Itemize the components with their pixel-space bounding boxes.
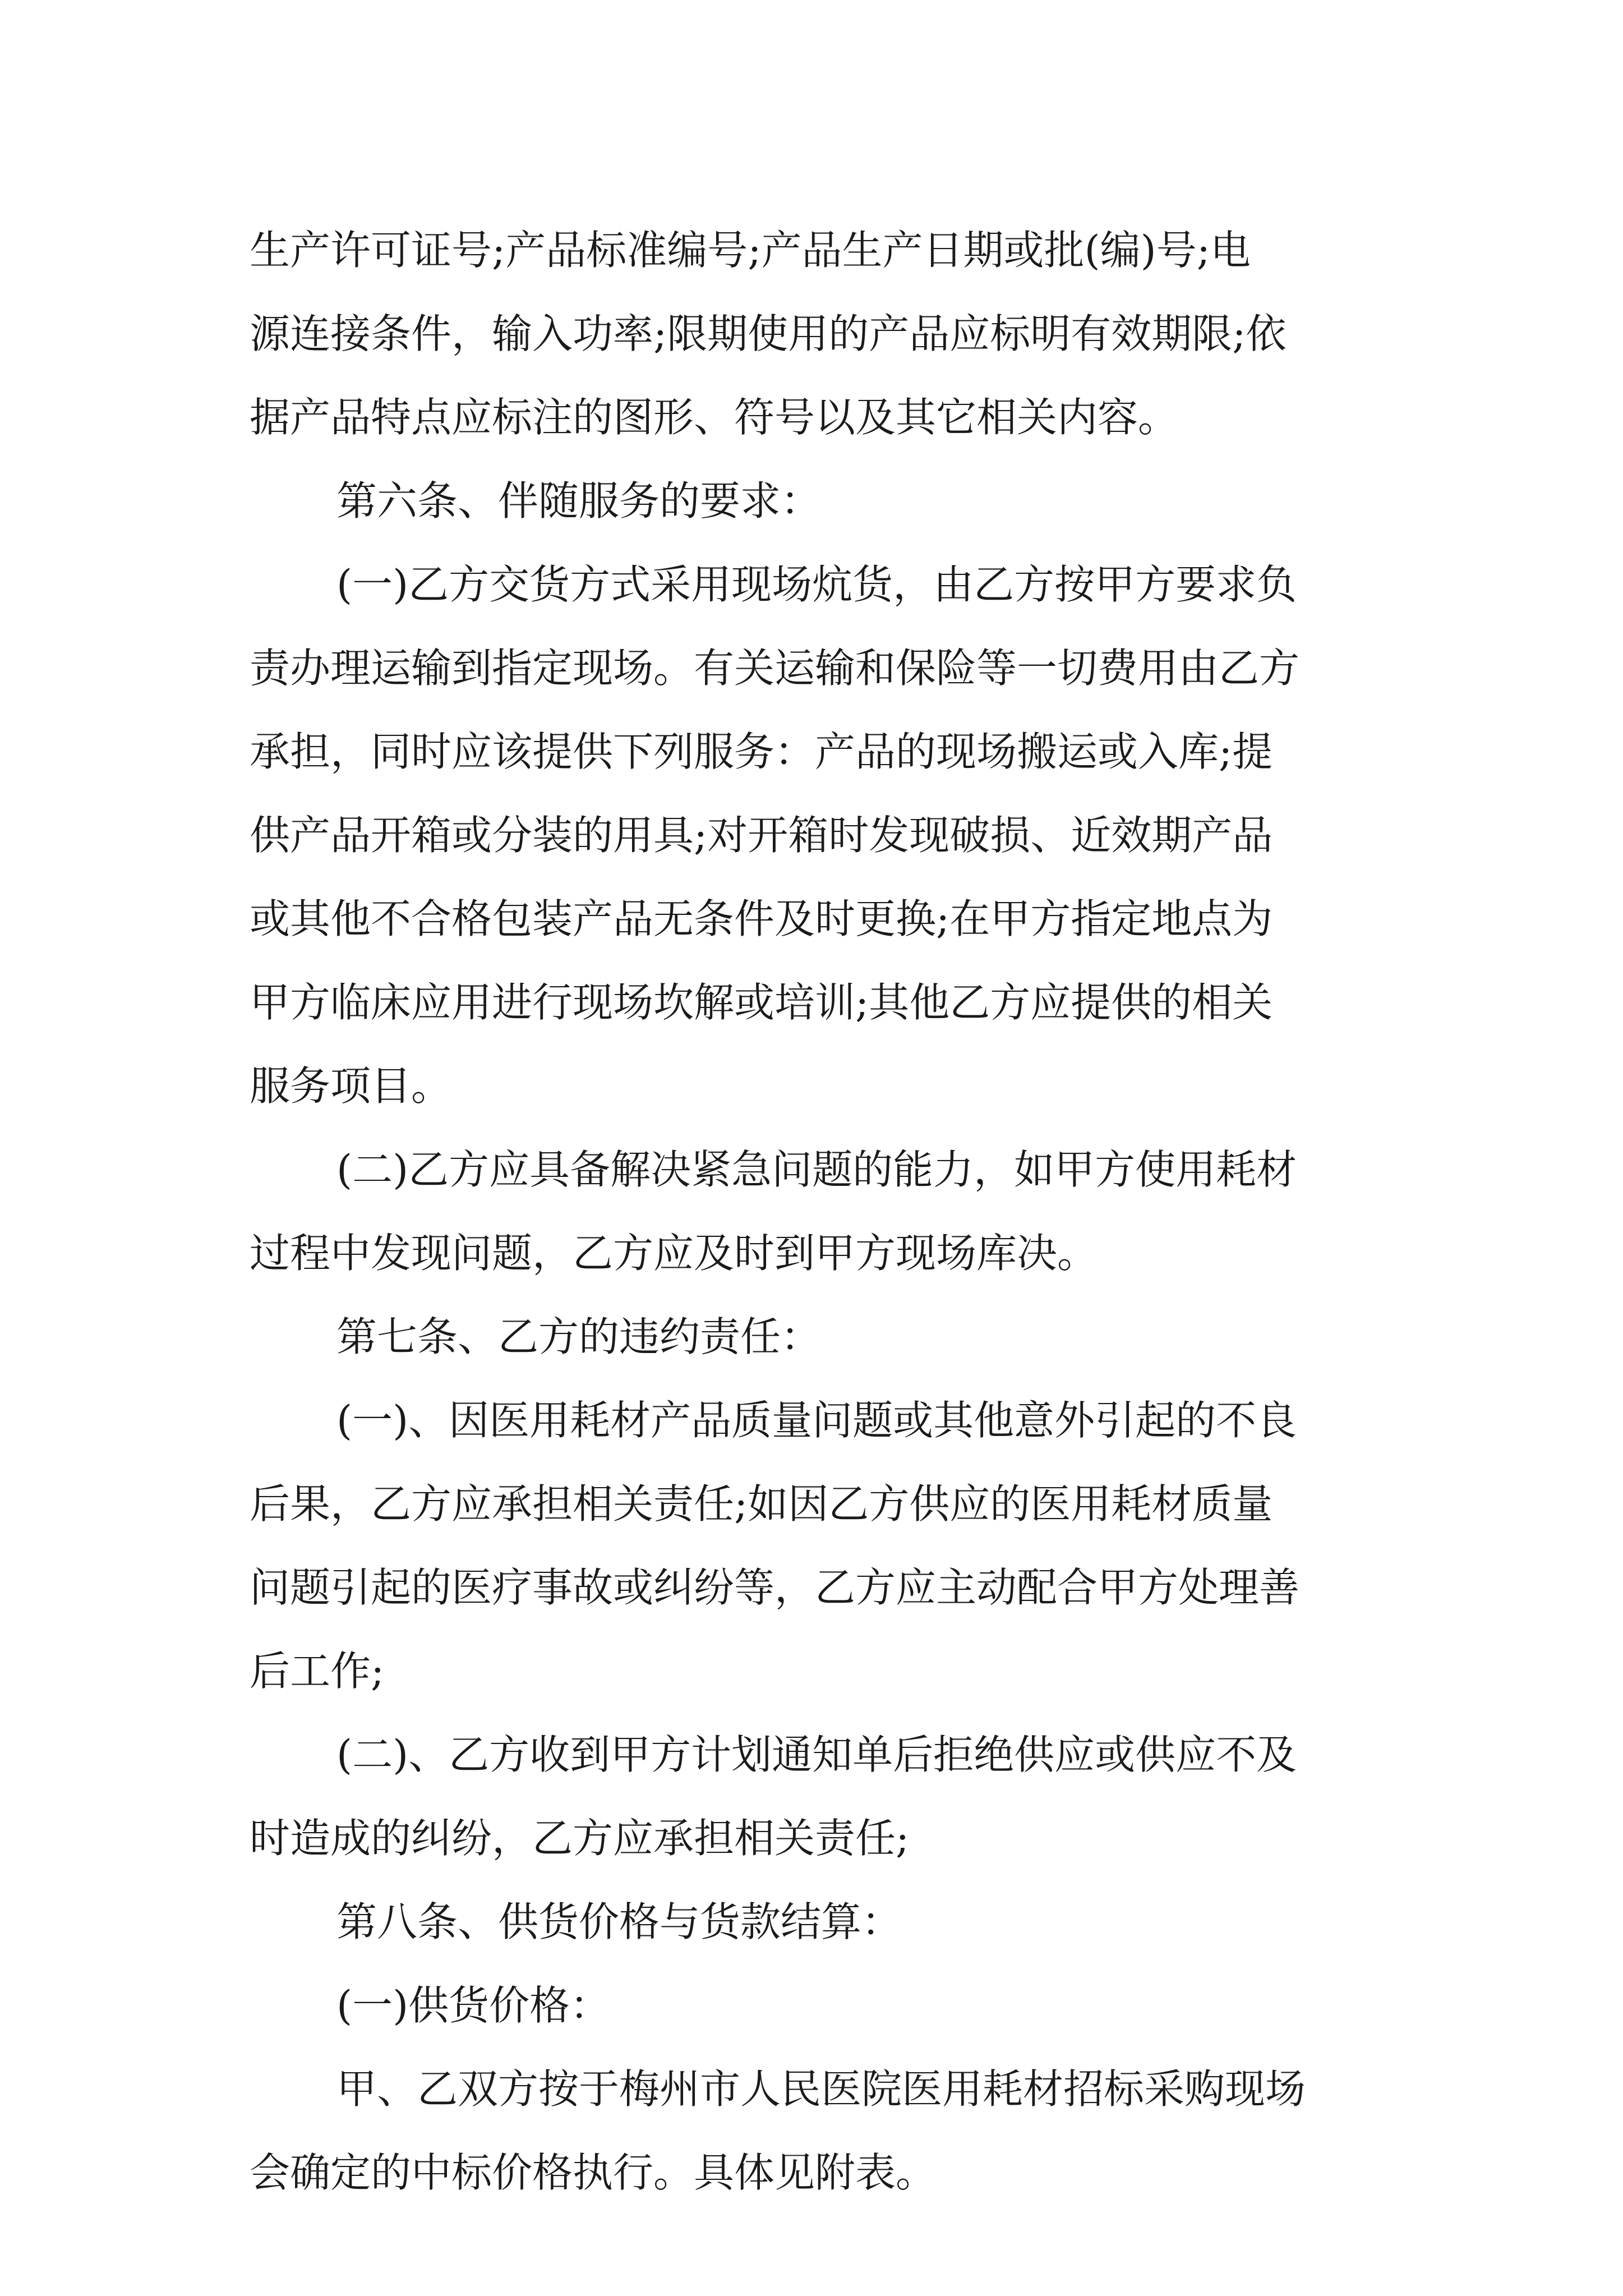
text-line: 甲、乙双方按于梅州市人民医院医用耗材招标采购现场 [336, 2065, 1306, 2113]
text-line: 责办理运输到指定现场。有关运输和保险等一切费用由乙方 [250, 645, 1300, 692]
text-line: 会确定的中标价格执行。具体见附表。 [250, 2149, 937, 2196]
section-heading-article-8: 第八条、供货价格与货款结算： [336, 1898, 902, 1945]
text-line: 或其他不合格包装产品无条件及时更换;在甲方指定地点为 [250, 895, 1273, 942]
text-line: 服务项目。 [250, 1062, 452, 1110]
text-line: (一)乙方交货方式采用现场炕货，由乙方按甲方要求负 [336, 561, 1297, 608]
text-line: 甲方临床应用进行现场坎解或培训;其他乙方应提供的相关 [250, 979, 1273, 1026]
text-line: 问题引起的医疗事故或纠纷等，乙方应主动配合甲方处理善 [250, 1564, 1300, 1611]
text-line: 源连接条件，输入功率;限期使用的产品应标明有效期限;依 [250, 310, 1287, 357]
text-line: 供产品开箱或分装的用具;对开箱时发现破损、近效期产品 [250, 812, 1273, 859]
text-line: 过程中发现问题，乙方应及时到甲方现场库决。 [250, 1230, 1098, 1277]
section-heading-article-6: 第六条、伴随服务的要求： [336, 477, 822, 524]
text-line: 后工作; [250, 1648, 385, 1695]
section-heading-article-7: 第七条、乙方的违约责任： [336, 1313, 822, 1360]
text-line: (二)乙方应具备解决紧急问题的能力，如甲方使用耗材 [336, 1146, 1297, 1193]
text-line: 后果，乙方应承担相关责任;如因乙方供应的医用耗材质量 [250, 1480, 1273, 1527]
text-line: (二)、乙方收到甲方计划通知单后拒绝供应或供应不及 [336, 1731, 1297, 1778]
document-body [250, 209, 1380, 2215]
text-line: 据产品特点应标注的图形、符号以及其它相关内容。 [250, 394, 1179, 441]
text-line: (一)、因医用耗材产品质量问题或其他意外引起的不良 [336, 1397, 1297, 1444]
text-line: 承担，同时应该提供下列服务：产品的现场搬运或入库;提 [250, 728, 1273, 775]
text-line: 生产许可证号;产品标准编号;产品生产日期或批(编)号;电 [250, 227, 1251, 274]
subsection-heading: (一)供货价格： [336, 1982, 611, 2029]
text-line: 时造成的纠纷，乙方应承担相关责任; [250, 1815, 910, 1862]
